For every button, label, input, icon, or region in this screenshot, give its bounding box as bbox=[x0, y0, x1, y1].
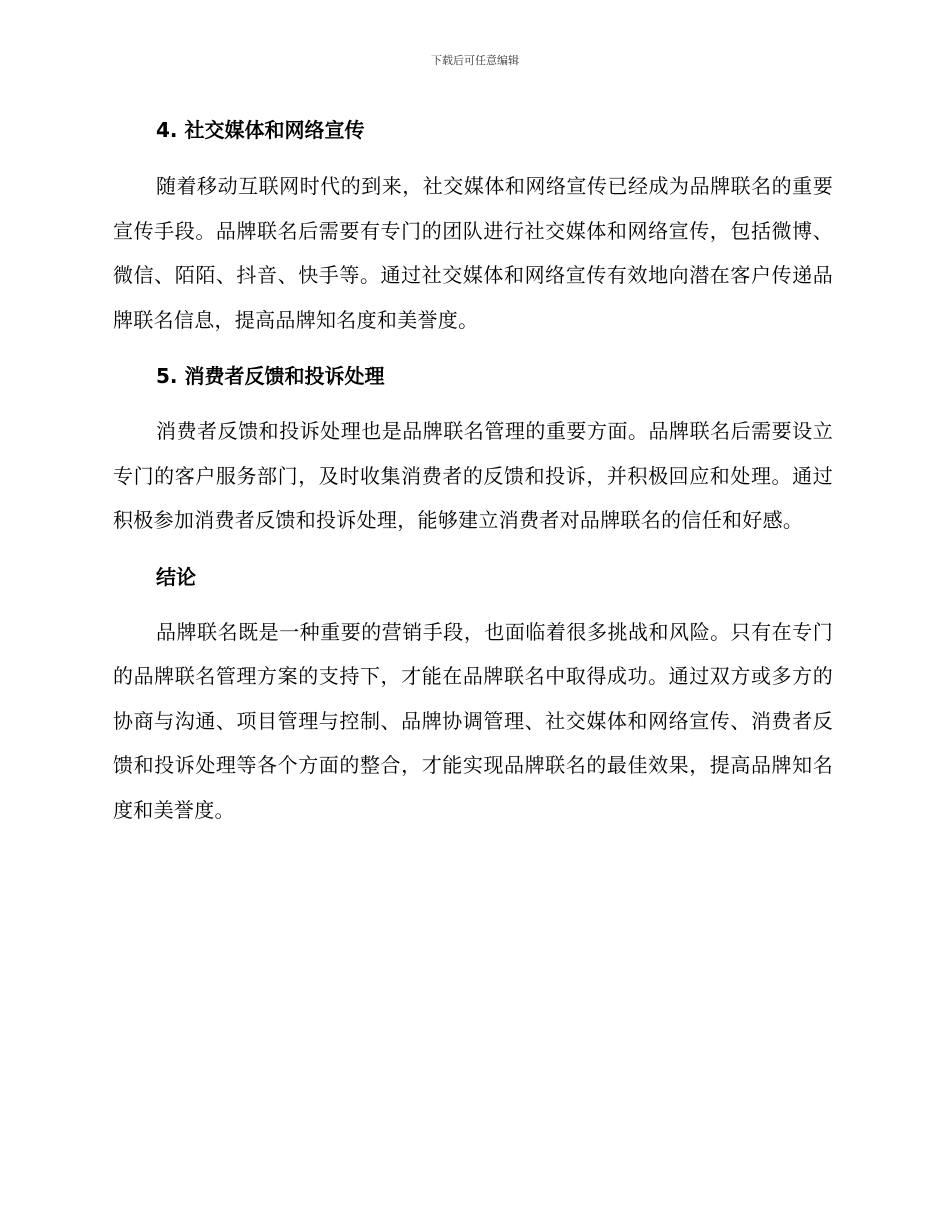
section-paragraph-conclusion: 品牌联名既是一种重要的营销手段，也面临着很多挑战和风险。只有在专门的品牌联名管理方案的支持下，才能在品牌联名中取得成功。通过双方或多方的协商与沟通、项目管理与控制、品牌协调管理、社交媒体和网络宣传、消费者反馈和投诉处理等各个方面的整合，才能实现品牌联名的最佳效果，提高品牌知名度和美誉度。 bbox=[113, 619, 833, 822]
page-header: 下载后可任意编辑 bbox=[431, 54, 519, 67]
section-paragraph-consumer-feedback: 消费者反馈和投诉处理也是品牌联名管理的重要方面。品牌联名后需要设立专门的客户服务部门，及时收集消费者的反馈和投诉，并积极回应和处理。通过积极参加消费者反馈和投诉处理，能够建立消费者对品牌联名的信任和好感。 bbox=[113, 419, 833, 532]
section-paragraph-social-media: 随着移动互联网时代的到来，社交媒体和网络宣传已经成为品牌联名的重要宣传手段。品牌联名后需要有专门的团队进行社交媒体和网络宣传，包括微博、微信、陌陌、抖音、快手等。通过社交媒体和网络宣传有效地向潜在客户传递品牌联名信息，提高品牌知名度和美誉度。 bbox=[113, 174, 833, 332]
section-heading-consumer-feedback: 5. 消费者反馈和投诉处理 bbox=[156, 364, 385, 388]
section-heading-social-media: 4. 社交媒体和网络宣传 bbox=[156, 118, 365, 142]
section-heading-conclusion: 结论 bbox=[156, 564, 196, 589]
document-body bbox=[113, 110, 833, 832]
